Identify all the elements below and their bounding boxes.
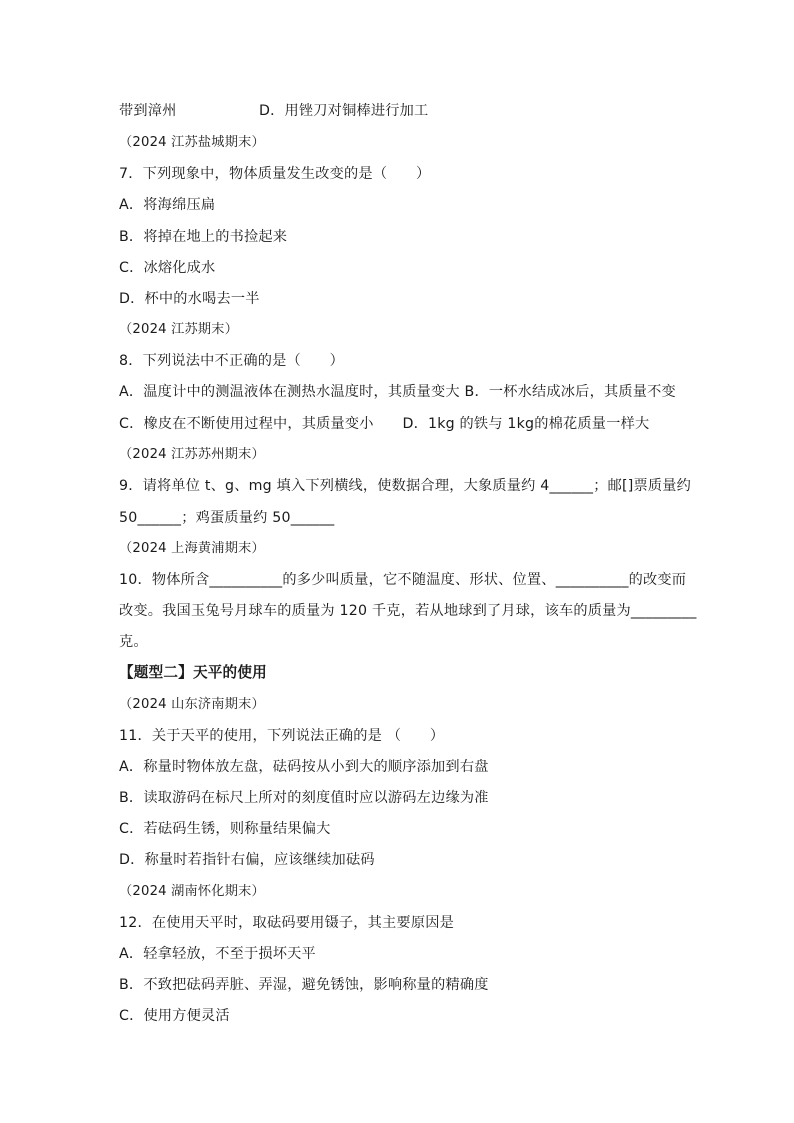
question-7-option-c: C．冰熔化成水 xyxy=(119,260,216,276)
question-7: 7．下列现象中，物体质量发生改变的是（ ） xyxy=(119,166,431,182)
question-12-option-c: C．使用方便灵活 xyxy=(119,1008,230,1024)
question-12: 12．在使用天平时，取砝码要用镊子，其主要原因是 xyxy=(119,915,454,931)
question-10: 10．物体所含__________的多少叫质量，它不随温度、形状、位置、__________的改变而 xyxy=(119,572,687,588)
option-c-tail: 带到漳州 xyxy=(119,103,177,119)
question-11-option-d: D．称量时若指针右偏，应该继续加砝码 xyxy=(119,852,375,868)
question-7-option-d: D．杯中的水喝去一半 xyxy=(119,291,260,307)
question-8: 8．下列说法中不正确的是（ ） xyxy=(119,353,345,369)
question-6-continuation xyxy=(119,101,429,121)
question-10-continuation: 改变。我国玉兔号月球车的质量为 120 千克，若从地球到了月球，该车的质量为_________ xyxy=(119,603,697,619)
source-label: （2024 江苏苏州期末） xyxy=(119,447,265,462)
source-label: （2024 江苏期末） xyxy=(119,322,239,337)
question-7-option-a: A．将海绵压扁 xyxy=(119,197,216,213)
question-9: 9．请将单位 t、g、mg 填入下列横线，使数据合理，大象质量约 4______；邮[]票质量约 xyxy=(119,478,692,494)
source-label: （2024 上海黄浦期末） xyxy=(119,541,265,556)
question-11-option-c: C．若砝码生锈，则称量结果偏大 xyxy=(119,821,331,837)
question-9-continuation: 50______；鸡蛋质量约 50______ xyxy=(119,510,335,526)
source-label: （2024 江苏盐城期末） xyxy=(119,135,265,150)
question-7-option-b: B．将掉在地上的书捡起来 xyxy=(119,229,288,245)
question-11: 11．关于天平的使用，下列说法正确的是 （ ） xyxy=(119,728,445,744)
question-12-option-a: A．轻拿轻放，不至于损坏天平 xyxy=(119,946,316,962)
question-11-option-a: A．称量时物体放左盘，砝码按从小到大的顺序添加到右盘 xyxy=(119,759,489,775)
question-8-options-cd: C．橡皮在不断使用过程中，其质量变小 D．1kg 的铁与 1kg的棉花质量一样大 xyxy=(119,416,650,432)
question-11-option-b: B．读取游码在标尺上所对的刻度值时应以游码左边缘为准 xyxy=(119,790,489,806)
question-12-option-b: B．不致把砝码弄脏、弄湿，避免锈蚀，影响称量的精确度 xyxy=(119,977,489,993)
source-label: （2024 湖南怀化期末） xyxy=(119,884,265,899)
question-10-end: 克。 xyxy=(119,634,148,650)
source-label: （2024 山东济南期末） xyxy=(119,697,265,712)
question-8-options-ab: A．温度计中的测温液体在测热水温度时，其质量变大 B．一杯水结成冰后，其质量不变 xyxy=(119,384,676,400)
option-d: D．用锉刀对铜棒进行加工 xyxy=(259,103,429,119)
section-heading: 【题型二】天平的使用 xyxy=(119,664,267,681)
